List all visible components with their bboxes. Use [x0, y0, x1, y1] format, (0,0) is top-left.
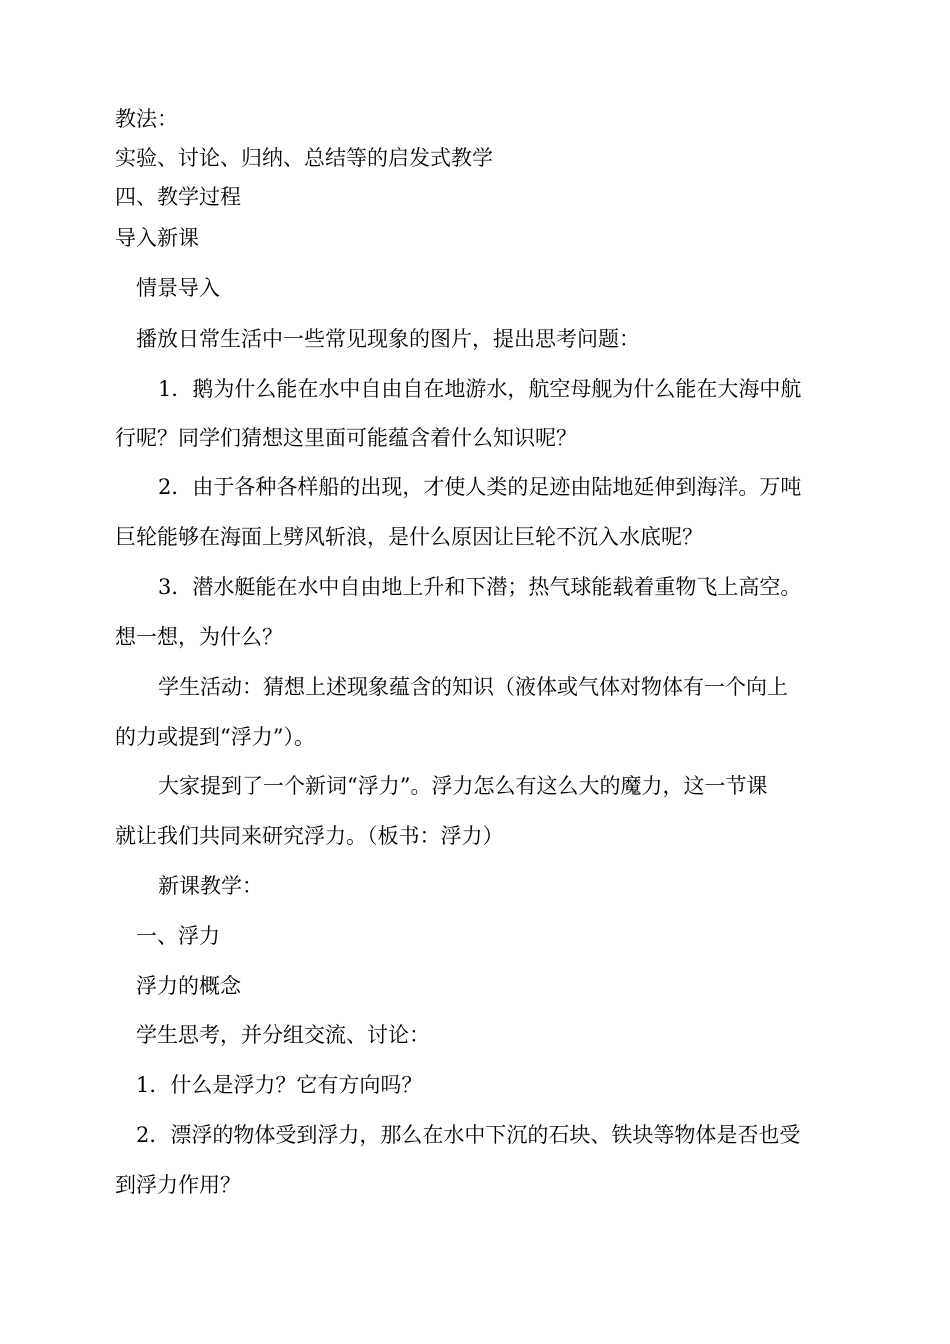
text-line: 学生思考，并分组交流、讨论：	[136, 1023, 430, 1047]
text-line: 教法：	[115, 107, 178, 131]
text-line: 实验、讨论、归纳、总结等的启发式教学	[115, 146, 493, 170]
paragraph: 学生活动：猜想上述现象蕴含的知识（液体或气体对物体有一个向上	[158, 675, 788, 699]
text-line: 到浮力作用？	[115, 1173, 241, 1197]
subheading: 新课教学：	[158, 874, 263, 898]
paragraph: 大家提到了一个新词“浮力”。浮力怎么有这么大的魔力，这一节课	[158, 774, 768, 798]
subheading: 导入新课	[115, 226, 199, 250]
section-heading: 四、教学过程	[115, 185, 241, 209]
text-line: 巨轮能够在海面上劈风斩浪，是什么原因让巨轮不沉入水底呢？	[115, 525, 703, 549]
text-line: 就让我们共同来研究浮力。（板书：浮力）	[115, 824, 504, 848]
text-line: 行呢？同学们猜想这里面可能蕴含着什么知识呢？	[115, 426, 577, 450]
list-item: 2．由于各种各样船的出现，才使人类的足迹由陆地延伸到海洋。万吨	[158, 475, 802, 499]
text-line: 播放日常生活中一些常见现象的图片，提出思考问题：	[136, 327, 640, 351]
list-item: 1．鹅为什么能在水中自由自在地游水，航空母舰为什么能在大海中航	[158, 377, 802, 401]
subheading: 浮力的概念	[136, 974, 241, 998]
subheading: 情景导入	[136, 276, 220, 300]
text-line: 的力或提到“浮力”）。	[115, 725, 315, 749]
list-item: 2．漂浮的物体受到浮力，那么在水中下沉的石块、铁块等物体是否也受	[136, 1123, 801, 1147]
list-item: 3．潜水艇能在水中自由地上升和下潜；热气球能载着重物飞上高空。	[158, 575, 802, 599]
list-item: 1．什么是浮力？它有方向吗？	[136, 1073, 423, 1097]
text-line: 想一想，为什么？	[115, 625, 283, 649]
section-heading: 一、浮力	[136, 924, 220, 948]
